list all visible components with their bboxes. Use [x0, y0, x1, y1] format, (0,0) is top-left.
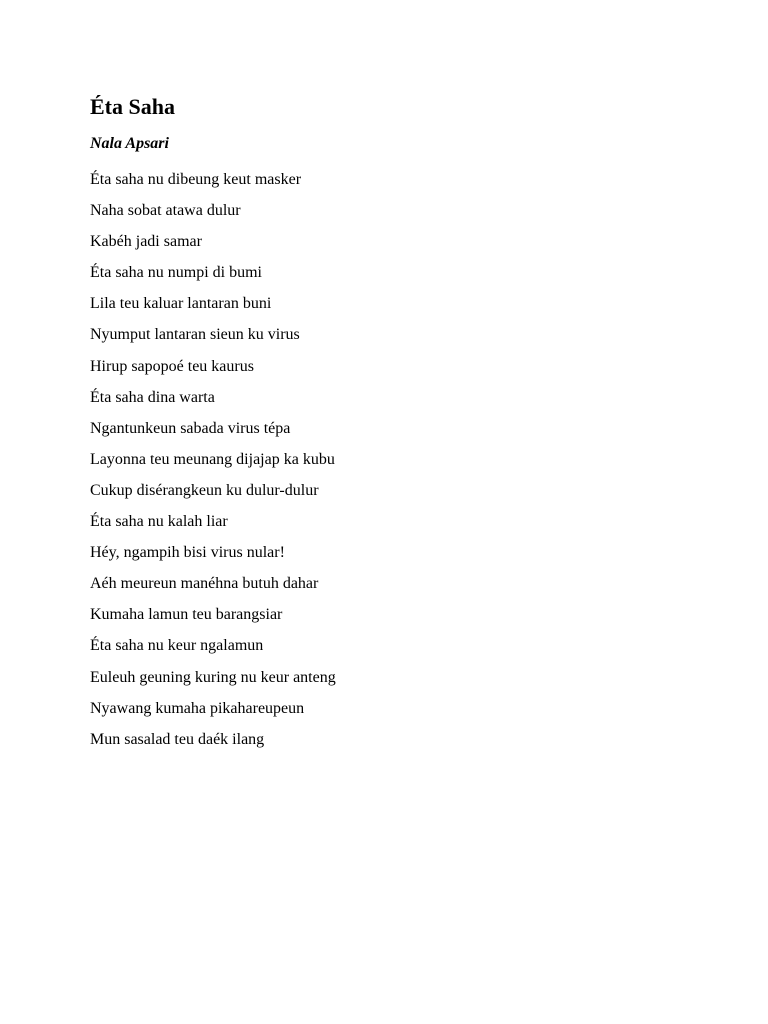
poem-line: Euleuh geuning kuring nu keur anteng: [90, 668, 336, 686]
poem-line: Héy, ngampih bisi virus nular!: [90, 544, 285, 562]
poem-title: Éta Saha: [90, 94, 175, 119]
poem-line: Lila teu kaluar lantaran buni: [90, 295, 272, 313]
poem-line: Hirup sapopoé teu kaurus: [90, 357, 254, 375]
poem-line: Cukup disérangkeun ku dulur-dulur: [90, 481, 319, 499]
poem-line: Éta saha nu numpi di bumi: [90, 264, 262, 282]
poem-line: Nyawang kumaha pikahareupeun: [90, 699, 305, 717]
poem-line: Nyumput lantaran sieun ku virus: [90, 326, 300, 344]
poem-line: Naha sobat atawa dulur: [90, 202, 241, 220]
poem-author: Nala Apsari: [90, 135, 169, 152]
poem-line: Ngantunkeun sabada virus tépa: [90, 419, 291, 437]
poem-line: Éta saha nu keur ngalamun: [90, 637, 264, 655]
poem-line: Éta saha nu kalah liar: [90, 513, 228, 531]
poem-line: Éta saha dina warta: [90, 388, 215, 406]
poem-line: Kumaha lamun teu barangsiar: [90, 606, 283, 624]
poem-line: Layonna teu meunang dijajap ka kubu: [90, 450, 335, 468]
poem-lines: [90, 164, 336, 755]
poem-line: Éta saha nu dibeung keut masker: [90, 171, 302, 188]
poem-line: Kabéh jadi samar: [90, 233, 202, 251]
poem-line: Mun sasalad teu daék ilang: [90, 730, 265, 748]
poem-line: Aéh meureun manéhna butuh dahar: [90, 575, 319, 593]
